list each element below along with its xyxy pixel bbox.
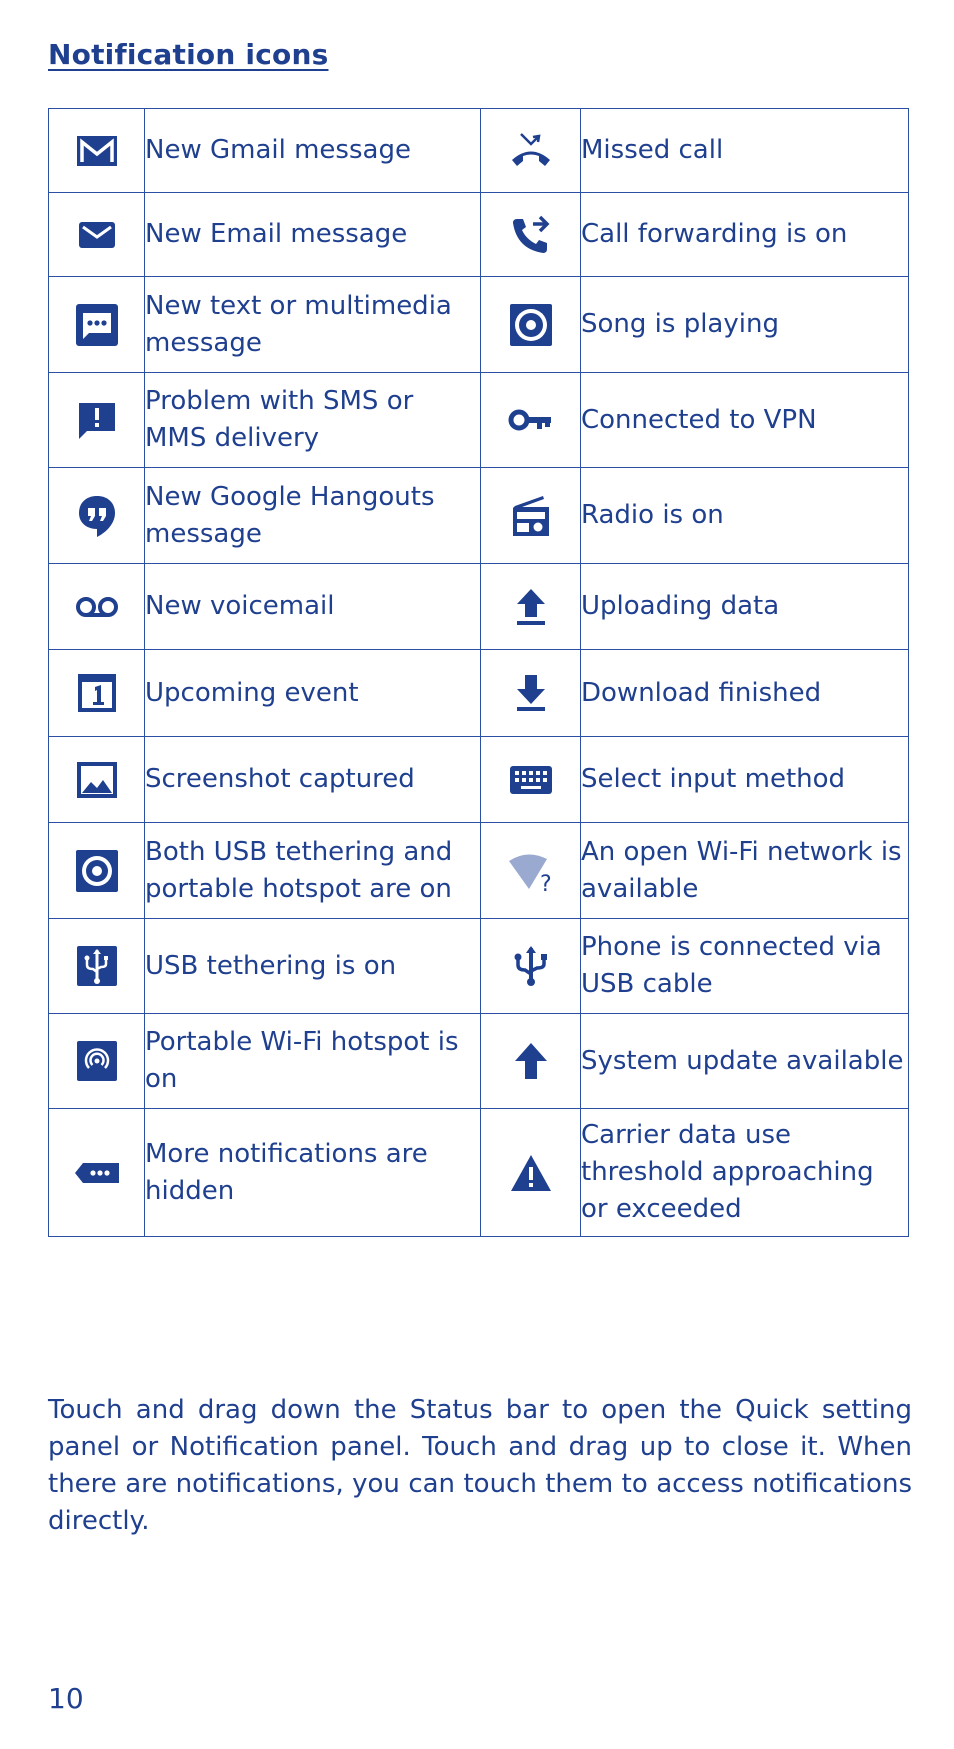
icon-description: Upcoming event bbox=[145, 650, 481, 737]
table-row bbox=[49, 373, 909, 468]
table-row bbox=[49, 650, 909, 737]
download-icon bbox=[507, 669, 555, 717]
icon-description: New voicemail bbox=[145, 564, 481, 650]
more-notifications-icon bbox=[73, 1149, 121, 1197]
icon-description: New Google Hangouts message bbox=[145, 468, 481, 564]
table-row bbox=[49, 737, 909, 823]
icon-description: New Gmail message bbox=[145, 109, 481, 193]
icon-description: Connected to VPN bbox=[581, 373, 909, 468]
usb-icon bbox=[507, 942, 555, 990]
sms-problem-icon bbox=[73, 396, 121, 444]
icon-description: Screenshot captured bbox=[145, 737, 481, 823]
table-row bbox=[49, 564, 909, 650]
icon-description: USB tethering is on bbox=[145, 919, 481, 1014]
keyboard-icon bbox=[507, 756, 555, 804]
icon-description: Carrier data use threshold approaching or exceeded bbox=[581, 1109, 909, 1237]
calendar-icon bbox=[73, 669, 121, 717]
instructions-paragraph: Touch and drag down the Status bar to open the Quick setting panel or Notification panel. Touch and drag up to close it. When there are notifications, you can touch them to access notifications directly. bbox=[48, 1395, 912, 1536]
icon-description: System update available bbox=[581, 1014, 909, 1109]
icon-description: Download finished bbox=[581, 650, 909, 737]
page-number: 10 bbox=[48, 1682, 84, 1715]
call-forward-icon bbox=[507, 211, 555, 259]
sms-icon bbox=[73, 301, 121, 349]
warning-icon bbox=[507, 1149, 555, 1197]
icon-description: Both USB tethering and portable hotspot are on bbox=[145, 823, 481, 919]
icon-description: Problem with SMS or MMS delivery bbox=[145, 373, 481, 468]
icon-description: An open Wi-Fi network is available bbox=[581, 823, 909, 919]
icon-description: Phone is connected via USB cable bbox=[581, 919, 909, 1014]
system-update-icon bbox=[507, 1037, 555, 1085]
wifi-hotspot-icon bbox=[73, 1037, 121, 1085]
table-row bbox=[49, 919, 909, 1014]
table-row bbox=[49, 1014, 909, 1109]
open-wifi-icon bbox=[507, 847, 555, 895]
notification-icons-table bbox=[48, 108, 909, 1237]
missed-call-icon bbox=[507, 127, 555, 175]
icon-description: Call forwarding is on bbox=[581, 193, 909, 277]
icon-description: Missed call bbox=[581, 109, 909, 193]
hangouts-icon bbox=[73, 492, 121, 540]
icon-description: Uploading data bbox=[581, 564, 909, 650]
radio-icon bbox=[507, 492, 555, 540]
tethering-hotspot-icon bbox=[73, 847, 121, 895]
table-row bbox=[49, 193, 909, 277]
icon-description: More notifications are hidden bbox=[145, 1109, 481, 1237]
voicemail-icon bbox=[73, 583, 121, 631]
icon-description: Select input method bbox=[581, 737, 909, 823]
song-playing-icon bbox=[507, 301, 555, 349]
section-heading: Notification icons bbox=[48, 38, 329, 71]
upload-icon bbox=[507, 583, 555, 631]
gmail-icon bbox=[73, 127, 121, 175]
svg-text:?: ? bbox=[539, 871, 552, 895]
table-row bbox=[49, 277, 909, 373]
icon-description: Song is playing bbox=[581, 277, 909, 373]
icon-description: New Email message bbox=[145, 193, 481, 277]
usb-tethering-icon bbox=[73, 942, 121, 990]
table-row bbox=[49, 468, 909, 564]
table-row bbox=[49, 823, 909, 919]
icon-description: Radio is on bbox=[581, 468, 909, 564]
vpn-key-icon bbox=[507, 396, 555, 444]
table-row bbox=[49, 1109, 909, 1237]
icon-description: New text or multimedia message bbox=[145, 277, 481, 373]
screenshot-icon bbox=[73, 756, 121, 804]
icon-description: Portable Wi-Fi hotspot is on bbox=[145, 1014, 481, 1109]
table-row bbox=[49, 109, 909, 193]
email-icon bbox=[73, 211, 121, 259]
